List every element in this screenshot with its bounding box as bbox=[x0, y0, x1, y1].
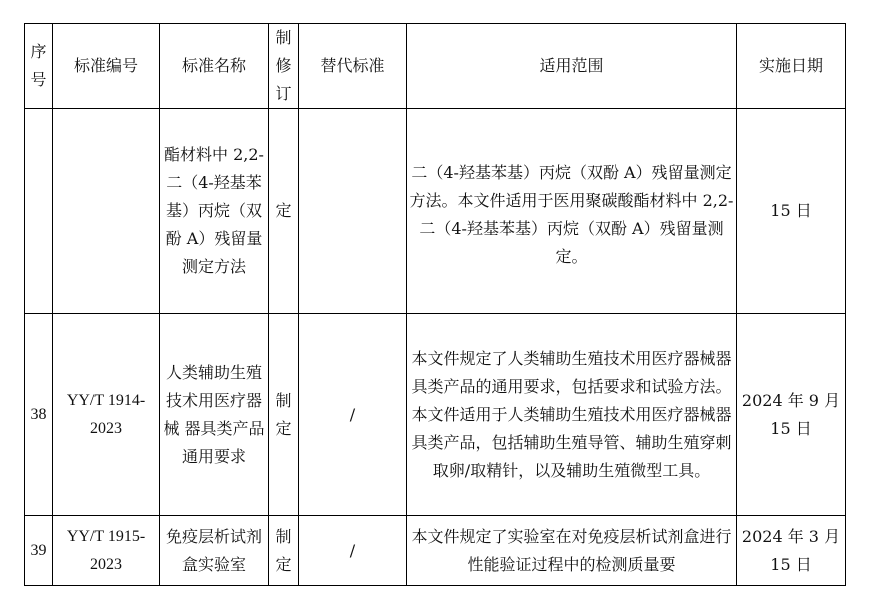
cell-std-no bbox=[53, 109, 160, 314]
cell-name: 免疫层析试剂盒实验室 bbox=[160, 516, 269, 586]
cell-type: 制定 bbox=[269, 516, 299, 586]
header-type: 制修订 bbox=[269, 24, 299, 109]
cell-date: 2024 年 9 月 15 日 bbox=[737, 314, 846, 516]
cell-name: 酯材料中 2,2-二（4-羟基苯基）丙烷（双酚 A）残留量测定方法 bbox=[160, 109, 269, 314]
cell-seq: 39 bbox=[25, 516, 53, 586]
table-row bbox=[25, 516, 846, 586]
cell-name: 人类辅助生殖技术用医疗器械 器具类产品通用要求 bbox=[160, 314, 269, 516]
standards-table bbox=[24, 23, 846, 586]
cell-scope: 本文件规定了人类辅助生殖技术用医疗器械器具类产品的通用要求，包括要求和试验方法。本文件适用于人类辅助生殖技术用医疗器械器具类产品，包括辅助生殖导管、辅助生殖穿刺取卵/取精针，以及辅助生殖微型工具。 bbox=[407, 314, 737, 516]
cell-replace bbox=[299, 109, 407, 314]
header-name: 标准名称 bbox=[160, 24, 269, 109]
cell-std-no: YY/T 1915-2023 bbox=[53, 516, 160, 586]
header-std-no: 标准编号 bbox=[53, 24, 160, 109]
table-row bbox=[25, 314, 846, 516]
header-scope: 适用范围 bbox=[407, 24, 737, 109]
header-row bbox=[25, 24, 846, 109]
header-replace: 替代标准 bbox=[299, 24, 407, 109]
table-row bbox=[25, 109, 846, 314]
cell-type: 制定 bbox=[269, 314, 299, 516]
cell-replace: / bbox=[299, 314, 407, 516]
cell-scope: 二（4-羟基苯基）丙烷（双酚 A）残留量测定方法。本文件适用于医用聚碳酸酯材料中 2,2-二（4-羟基苯基）丙烷（双酚 A）残留量测定。 bbox=[407, 109, 737, 314]
cell-type: 定 bbox=[269, 109, 299, 314]
header-date: 实施日期 bbox=[737, 24, 846, 109]
cell-date: 2024 年 3 月 15 日 bbox=[737, 516, 846, 586]
cell-seq bbox=[25, 109, 53, 314]
cell-std-no: YY/T 1914-2023 bbox=[53, 314, 160, 516]
header-seq: 序号 bbox=[25, 24, 53, 109]
cell-replace: / bbox=[299, 516, 407, 586]
cell-scope: 本文件规定了实验室在对免疫层析试剂盒进行性能验证过程中的检测质量要 bbox=[407, 516, 737, 586]
cell-seq: 38 bbox=[25, 314, 53, 516]
cell-date: 15 日 bbox=[737, 109, 846, 314]
